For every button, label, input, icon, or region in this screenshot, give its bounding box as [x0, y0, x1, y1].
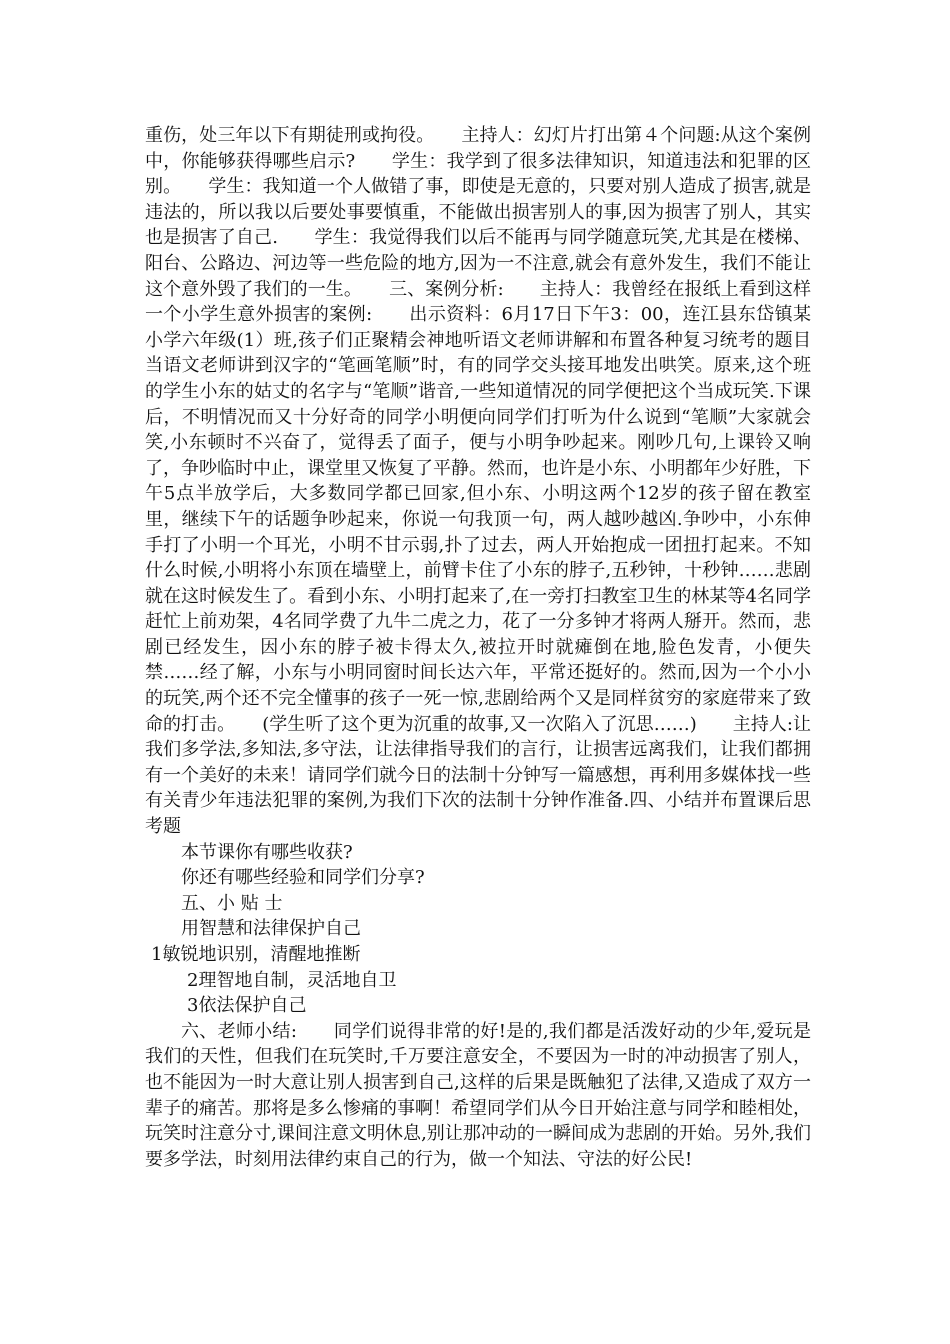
document-body — [145, 123, 811, 1172]
tips-title: 用智慧和法律保护自己 — [181, 918, 361, 940]
question-harvest: 本节课你有哪些收获? — [181, 841, 353, 863]
tips-heading: 五、小 贴 士 — [181, 892, 283, 914]
tip-item-2: 2理智地自制，灵活地自卫 — [187, 969, 397, 991]
tip-item-3: 3依法保护自己 — [187, 995, 307, 1017]
teacher-conclusion: 六、老师小结: 同学们说得非常的好!是的,我们都是活泼好动的少年,爱玩是我们的天性，但我们在玩笑时,千万要注意安全，不要因为一时的冲动损害了别人，也不能因为一时大意让别人损害到自己,这样的后果是既触犯了法律,又造成了双方一辈子的痛苦。那将是多么惨痛的事啊！希望同学们从今日开始注意与同学和睦相处，玩笑时注意分寸,课间注意文明休息,别让那冲动的一瞬间成为悲剧的开始。另外,我们要多学法，时刻用法律约束自己的行为，做一个知法、守法的好公民! — [145, 1020, 811, 1170]
main-paragraph: 重伤，处三年以下有期徒刑或拘役。 主持人：幻灯片打出第４个问题:从这个案例中，你能够获得哪些启示? 学生：我学到了很多法律知识，知道违法和犯罪的区别。 学生：我知道一个人做错了事，即使是无意的，只要对别人造成了损害,就是违法的，所以我以后要处事要慎重，不能做出损害别人的事,因为损害了别人，其实也是损害了自己. 学生：我觉得我们以后不能再与同学随意玩笑,尤其是在楼梯、阳台、公路边、河边等一些危险的地方,因为一不注意,就会有意外发生，我们不能让这个意外毁了我们的一生。 三、案例分析: 主持人：我曾经在报纸上看到这样一个小学生意外损害的案例: 出示资料：6月17日下午3：00，连江县东岱镇某小学六年级(1）班,孩子们正聚精会神地听语文老师讲解和布置各种复习统考的题目当语文老师讲到汉字的“笔画笔顺”时，有的同学交头接耳地发出哄笑。原来,这个班的学生小东的姑丈的名字与“笔顺”谐音,一些知道情况的同学便把这个当成玩笑.下课后，不明情况而又十分好奇的同学小明便向同学们打听为什么说到“笔顺”大家就会笑,小东顿时不兴奋了，觉得丢了面子，便与小明争吵起来。刚吵几句,上课铃又响了，争吵临时中止，课堂里又恢复了平静。然而，也许是小东、小明都年少好胜，下午5点半放学后，大多数同学都已回家,但小东、小明这两个12岁的孩子留在教室里，继续下午的话题争吵起来，你说一句我顶一句，两人越吵越凶.争吵中，小东伸手打了小明一个耳光，小明不甘示弱,扑了过去，两人开始抱成一团扭打起来。不知什么时候,小明将小东顶在墙壁上，前臂卡住了小东的脖子,五秒钟，十秒钟……悲剧就在这时候发生了。看到小东、小明打起来了,在一旁打扫教室卫生的林某等4名同学赶忙上前劝架，4名同学费了九牛二虎之力，花了一分多钟才将两人掰开。然而，悲剧已经发生，因小东的脖子被卡得太久,被拉开时就瘫倒在地,脸色发青，小便失禁……经了解，小东与小明同窗时间长达六年，平常还挺好的。然而,因为一个小小的玩笑,两个还不完全懂事的孩子一死一惊,悲剧给两个又是同样贫穷的家庭带来了致命的打击。 (学生听了这个更为沉重的故事,又一次陷入了沉思……) 主持人:让我们多学法,多知法,多守法，让法律指导我们的言行，让损害远离我们，让我们都拥有一个美好的未来！请同学们就今日的法制十分钟写一篇感想，再利用多媒体找一些有关青少年违法犯罪的案例,为我们下次的法制十分钟作准备.四、小结并布置课后思考题 — [145, 125, 811, 838]
tip-item-1: 1敏锐地识别，清醒地推断 — [151, 944, 361, 965]
question-share: 你还有哪些经验和同学们分享? — [181, 867, 425, 889]
